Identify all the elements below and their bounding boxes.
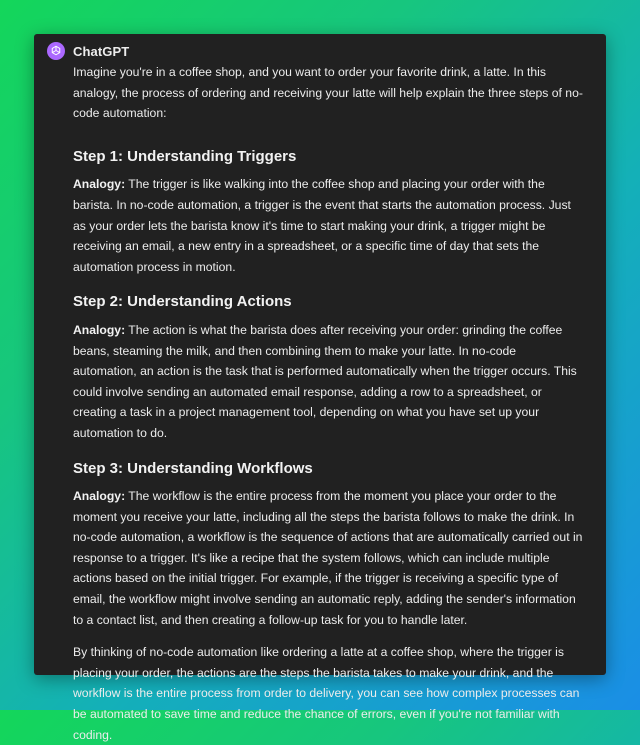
step-2-text: The action is what the barista does after receiving your order: grinding the coffee beans, steaming the milk, and then combining them to make your latte. In no-code automation, an action is the task that is performed automatically when the trigger occurs. This could involve sending an automated email response, adding a row to a spreadsheet, or creating a task in a project management tool, depending on what you have set up your automation to do. [73,322,577,440]
step-3-paragraph [73,486,583,630]
closing-paragraph: By thinking of no-code automation like ordering a latte at a coffee shop, where the trigger is placing your order, the actions are the steps the barista takes to make your drink, and the workflow is the entire process from order to delivery, you can see how complex processes can be automated to save time and reduce the chance of errors, even if you're not familiar with coding. [73,645,580,742]
message-content [73,62,583,745]
step-1-text: The trigger is like walking into the coffee shop and placing your order with the barista. In no-code automation, a trigger is the event that starts the automation process. Just as your order lets the barista know it's time to start making your drink, a trigger might be receiving an email, a new entry in a spreadsheet, or a specific time of day that sets the automation process in motion. [73,177,571,274]
step-1-paragraph [73,174,583,277]
avatar [47,42,65,60]
chat-message-card [34,34,606,742]
analogy-label: Analogy: [73,322,126,337]
message-header [47,42,129,60]
step-1-heading: Step 1: Understanding Triggers [73,147,297,165]
step-3-heading: Step 3: Understanding Workflows [73,459,313,477]
analogy-label: Analogy: [73,489,126,504]
intro-paragraph: Imagine you're in a coffee shop, and you want to order your favorite drink, a latte. In this analogy, the process of ordering and receiving your latte will help explain the three steps of no-code automation: [73,65,583,121]
step-3-text: The workflow is the entire process from the moment you place your order to the moment you receive your latte, including all the steps the barista follows to make the drink. In no-code automation, a workflow is the sequence of actions that are automatically carried out in response to a trigger. It's like a recipe that the system follows, which can include multiple actions based on the initial trigger. For example, if the trigger is receiving a specific type of email, the workflow might involve sending an automatic reply, adding the sender's information to a contact list, and then creating a follow-up task for you to handle later. [73,489,583,627]
openai-logo-icon [50,45,62,57]
step-2-paragraph [73,320,583,444]
sender-name: ChatGPT [73,43,130,59]
analogy-label: Analogy: [73,177,126,192]
step-2-heading: Step 2: Understanding Actions [73,293,292,311]
